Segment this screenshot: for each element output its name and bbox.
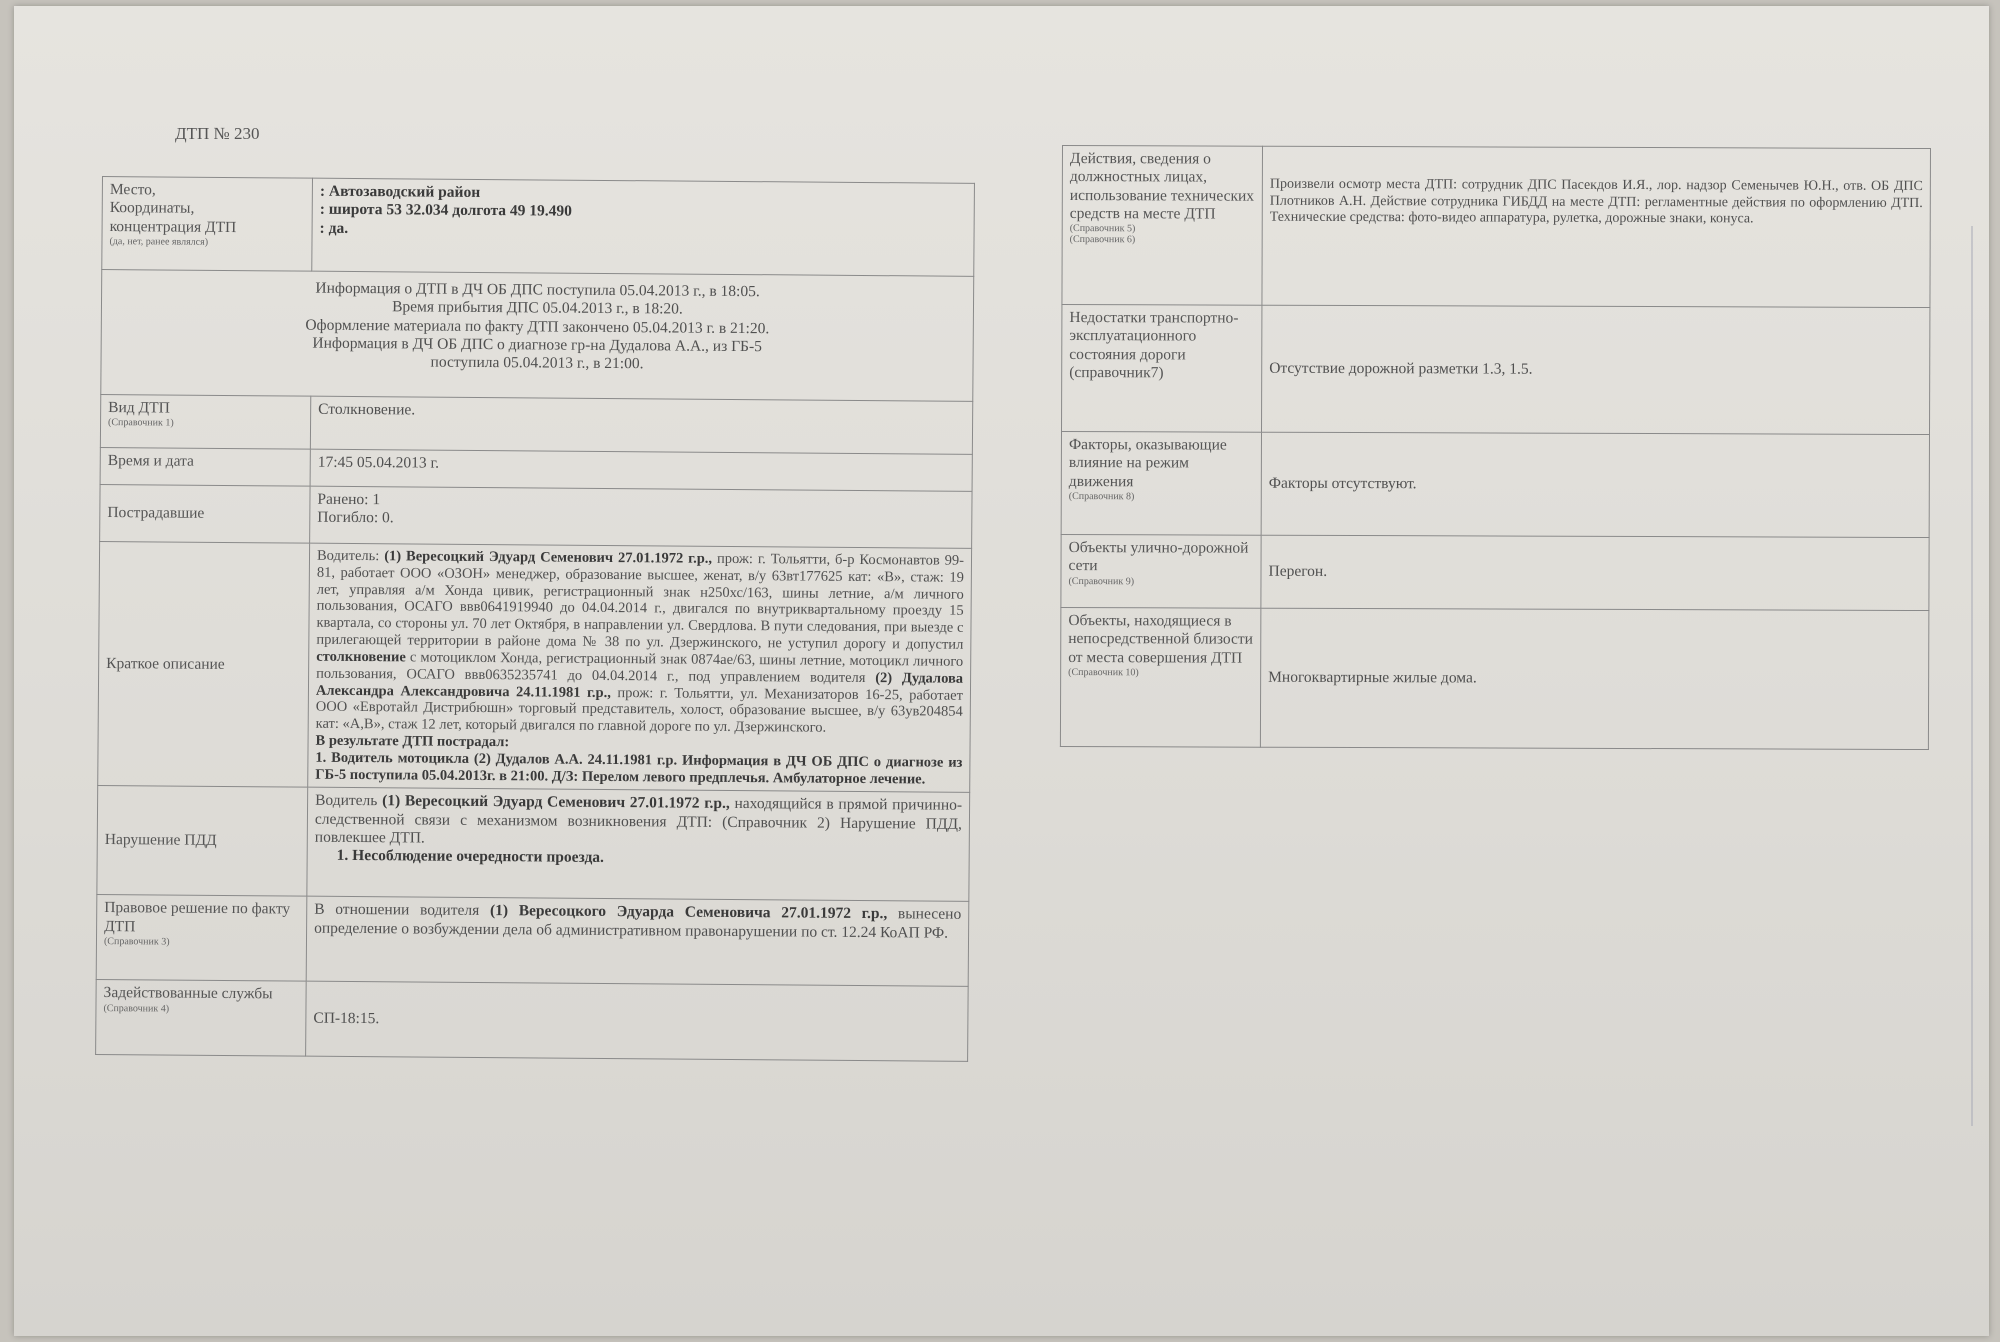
- injured-count: Ранено: 1: [317, 490, 381, 509]
- actions-label-cell: [1062, 146, 1263, 306]
- violation-text-2: находящийся в прямой причинно-следственной связи с механизмом возникновения ДТП: (Справочник 2) Нарушение ПДД, повлекшее ДТП.: [314, 795, 963, 847]
- accident-details-table: [1060, 145, 1931, 750]
- street-objects-label-sub: (Справочник 9): [1068, 575, 1135, 587]
- info-row: [101, 270, 974, 402]
- type-label-cell: [100, 394, 310, 449]
- place-label-cell: [102, 177, 313, 272]
- actions-label: Действия, сведения о должностных лицах, использование технических средств на месте ДТП: [1069, 150, 1255, 223]
- place-value-cell: [312, 178, 975, 276]
- violation-label: Нарушение ПДД: [97, 786, 308, 897]
- place-label-sub: (да, нет, ранее являлся): [109, 235, 209, 248]
- info-cell: [101, 270, 974, 402]
- description-cell: [308, 543, 972, 793]
- description-row: [98, 541, 972, 792]
- violation-row: [97, 786, 970, 902]
- violation-item: 1. Несоблюдение очередности проезда.: [336, 847, 605, 867]
- actions-row: [1062, 146, 1931, 308]
- legal-label: Правовое решение по факту ДТП: [104, 899, 291, 935]
- page-edge-mark: [1971, 226, 1979, 1126]
- services-value: СП-18:15.: [306, 982, 969, 1062]
- legal-row: [96, 895, 969, 987]
- legal-label-cell: [96, 895, 307, 982]
- type-value: Столкновение.: [310, 396, 972, 454]
- nearby-objects-label-sub: (Справочник 10): [1068, 666, 1139, 679]
- victims-label: Пострадавшие: [100, 484, 310, 543]
- road-defects-label: Недостатки транспортно-эксплуатационного состояния дороги (справочник7): [1061, 305, 1261, 433]
- info-line-3: Оформление материала по факту ДТП закончено 05.04.2013 г. в 21:20.: [305, 316, 770, 337]
- legal-label-sub: (Справочник 3): [103, 935, 170, 948]
- services-label-cell: [96, 980, 307, 1057]
- district-value: : Автозаводский район: [319, 182, 481, 201]
- desc-driver-2: (2) Дудалова Александра Александровича 24.11.1981 г.р.,: [315, 669, 964, 701]
- nearby-objects-row: [1060, 607, 1928, 749]
- violation-text-1: Водитель: [315, 792, 383, 810]
- road-defects-value: Отсутствие дорожной разметки 1.3, 1.5.: [1261, 305, 1929, 434]
- nearby-objects-label-cell: [1060, 607, 1260, 747]
- victims-value-cell: [310, 486, 972, 548]
- factors-label: Факторы, оказывающие влияние на режим движения: [1068, 436, 1227, 490]
- road-defects-row: [1061, 305, 1929, 435]
- place-label: Место, Координаты, концентрация ДТП: [109, 181, 237, 236]
- accident-main-table: [95, 176, 975, 1062]
- street-objects-label: Объекты улично-дорожной сети: [1068, 539, 1249, 575]
- description-paragraph: [316, 548, 964, 738]
- killed-count: Погибло: 0.: [317, 508, 394, 527]
- result-header: В результате ДТП пострадал:: [315, 732, 510, 751]
- services-label-sub: (Справочник 4): [103, 1002, 170, 1015]
- desc-driver-1: (1) Вересоцкий Эдуард Семенович 27.01.1972 г.р.,: [384, 548, 713, 567]
- info-line-1: Информация о ДТП в ДЧ ОБ ДПС поступила 05.04.2013 г., в 18:05.: [315, 279, 760, 301]
- desc-part-4: прож: г. Тольятти, ул. Механизаторов 16-25, работает ООО «Евротайл Дистрибюшн» торговый представитель, холост, образование высшее, в/у 63ув204854 кат: «А,В», стаж 12 лет, который двигался по главной дороге по ул. Дзержинского.: [315, 684, 964, 736]
- services-row: [96, 980, 969, 1062]
- type-row: [100, 394, 972, 454]
- factors-label-cell: [1061, 432, 1261, 536]
- desc-part-2: прож: г. Тольятти, б-р Космонавтов 99-81, работает ООО «ОЗОН» менеджер, образование высшее, женат, в/у 63вт177625 кат: «В», стаж: 19 лет, управляя а/м Хонда цивик, регистрационный знак н250хс/163, шины летние, а/м личного пользования, ОСАГО ввв0641919940 до 04.04.2014 г., двигался по внутриквартальному проезду 15 квартала, со стороны ул. 70 лет Октября, в направлении ул. Свердлова. В пути следования, при выезде с прилегающей территории в районе дома № 38 по ул. Дзержинского, не уступил дорогу и допустил: [316, 550, 965, 653]
- services-label: Задействованные службы: [103, 984, 273, 1003]
- actions-label-sub-2: (Справочник 6): [1069, 234, 1136, 246]
- info-line-2: Время прибытия ДПС 05.04.2013 г., в 18:20.: [392, 298, 683, 318]
- victims-row: [100, 484, 972, 548]
- actions-label-sub-1: (Справочник 5): [1069, 223, 1136, 235]
- desc-collision: столкновение: [316, 648, 406, 666]
- place-row: [102, 177, 975, 277]
- violation-cell: [307, 788, 970, 902]
- info-line-5: поступила 05.04.2013 г., в 21:00.: [430, 353, 644, 373]
- result-item: 1. Водитель мотоцикла (2) Дудалов А.А. 24.11.1981 г.р. Информация в ДЧ ОБ ДПС о диагнозе из ГБ-5 поступила 05.04.2013г. в 21:00. Д/З: Перелом левого предплечья. Амбулаторное лечение.: [315, 749, 963, 788]
- info-line-4: Информация в ДЧ ОБ ДПС о диагнозе гр-на Дудалова А.А., из ГБ-5: [312, 334, 762, 356]
- type-label-sub: (Справочник 1): [108, 417, 174, 429]
- legal-text-2: вынесено определение о возбуждении дела об административном правонарушении по ст. 12.24 КоАП РФ.: [314, 905, 962, 942]
- nearby-objects-label: Объекты, находящиеся в непосредственной близости от места совершения ДТП: [1068, 612, 1254, 667]
- document-title: ДТП № 230: [175, 124, 260, 143]
- factors-row: [1061, 432, 1929, 538]
- street-objects-label-cell: [1061, 534, 1261, 608]
- coords-value: : широта 53 32.034 долгота 49 19.490: [319, 200, 573, 220]
- desc-part-1: Водитель:: [316, 547, 385, 565]
- desc-part-3: с мотоциклом Хонда, регистрационный знак 0874ае/63, шины летние, мотоцикл личного пользования, ОСАГО ввв0635235741 до 04.04.2014 г., под управлением водителя: [316, 649, 964, 686]
- actions-value: Произвели осмотр места ДТП: сотрудник ДПС Пасекдов И.Я., лор. надзор Семенычев Ю.Н., отв. ОБ ДПС Плотников А.Н. Действие сотрудника ГИБДД на месте ДТП: регламентные действия по оформлению ДТП. Технические средства: фото-видео аппаратура, рулетка, дорожные знаки, конуса.: [1262, 146, 1931, 307]
- nearby-objects-value: Многоквартирные жилые дома.: [1260, 608, 1928, 749]
- type-label: Вид ДТП: [108, 399, 170, 417]
- street-objects-row: [1061, 534, 1929, 610]
- street-objects-value: Перегон.: [1261, 535, 1929, 610]
- factors-label-sub: (Справочник 8): [1068, 490, 1135, 503]
- legal-cell: [306, 897, 969, 987]
- legal-driver: (1) Вересоцкого Эдуарда Семеновича 27.01.1972 г.р.,: [489, 902, 888, 923]
- datetime-label: Время и дата: [100, 447, 310, 486]
- datetime-value: 17:45 05.04.2013 г.: [310, 449, 972, 491]
- legal-text-1: В отношении водителя: [314, 901, 491, 920]
- violation-driver: (1) Вересоцкий Эдуард Семенович 27.01.1972 г.р.,: [382, 792, 730, 813]
- description-label: Краткое описание: [98, 541, 310, 787]
- concentration-value: : да.: [319, 219, 349, 237]
- factors-value: Факторы отсутствуют.: [1261, 432, 1929, 537]
